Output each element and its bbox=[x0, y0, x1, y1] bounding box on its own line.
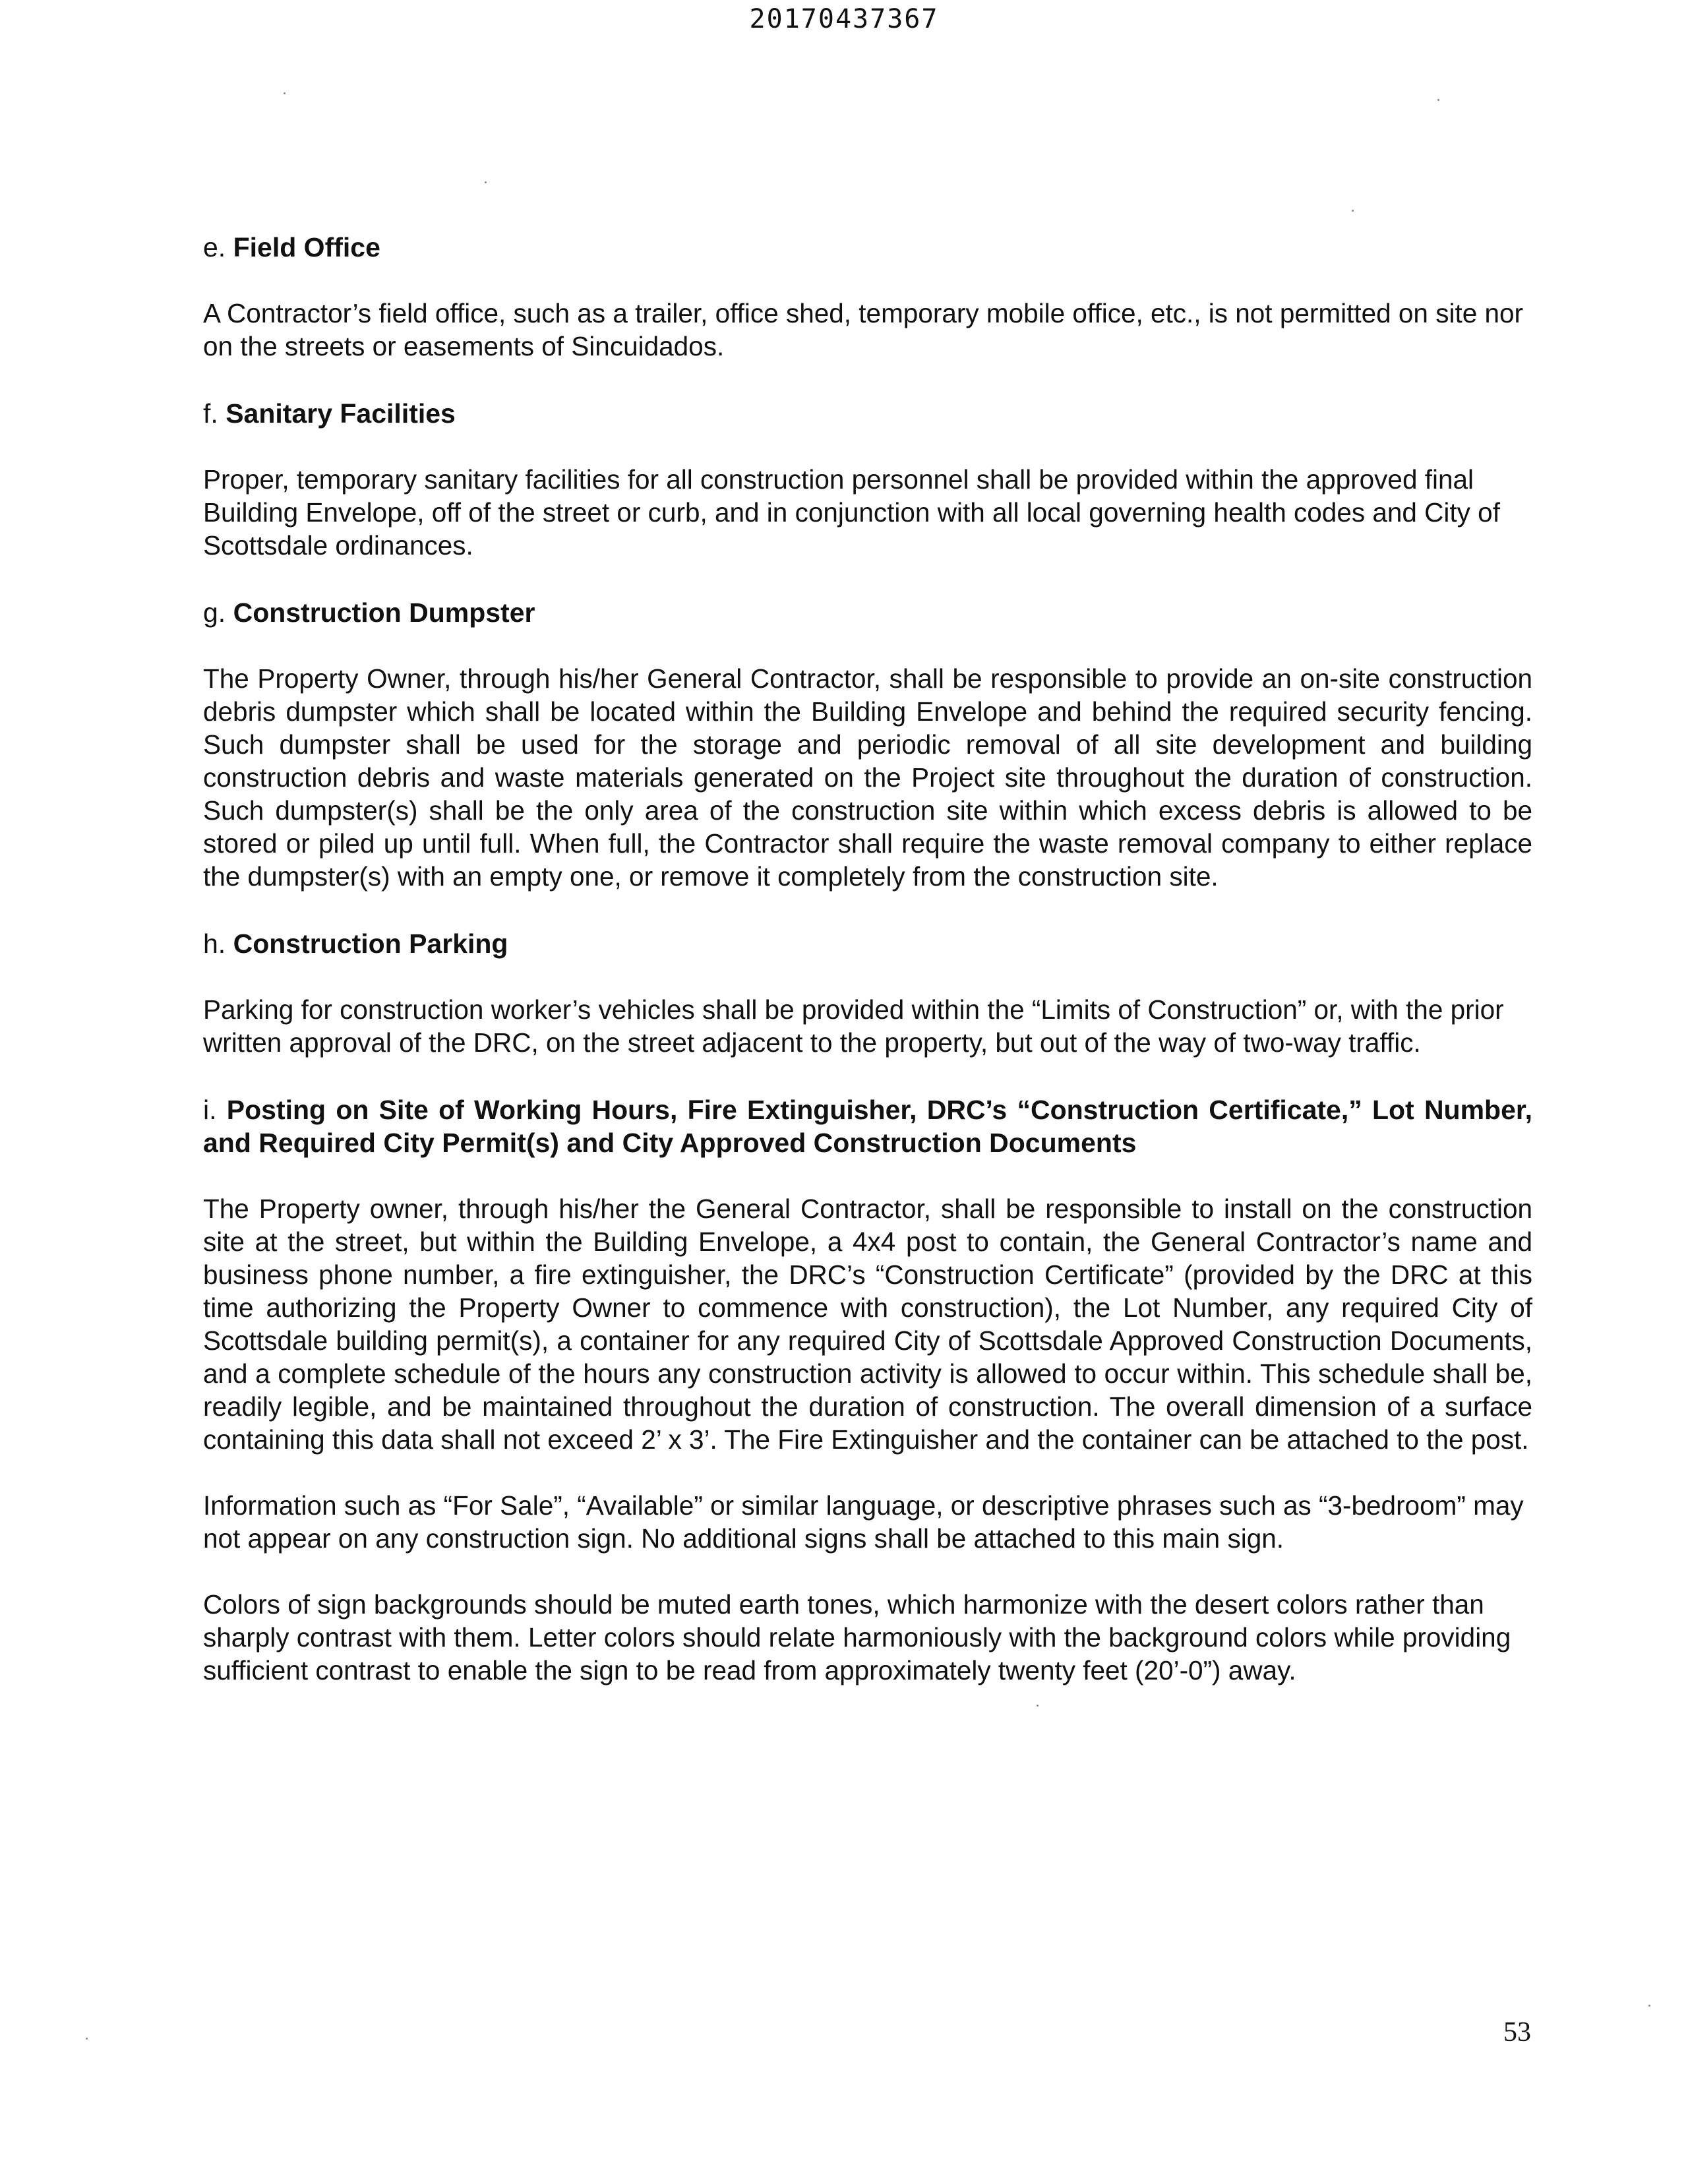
section-letter: f. bbox=[203, 398, 218, 429]
section-paragraph: The Property owner, through his/her the General Contractor, shall be responsible to install on the construction site at the street, but within the Building Envelope, a 4x4 post to contain, the General Contractor’s name and business phone number, a fire extinguisher, the DRC’s “Construction Certificate” (provided by the DRC at this time authorizing the Property Owner to commence with construction), the Lot Number, any required City of Scottsdale building permit(s), a container for any required City of Scottsdale Approved Construction Documents, and a complete schedule of the hours any construction activity is allowed to occur within. This schedule shall be, readily legible, and be maintained throughout the duration of construction. The overall dimension of a surface containing this data shall not exceed 2’ x 3’. The Fire Extinguisher and the container can be attached to the post. bbox=[203, 1194, 1532, 1455]
section-paragraph: Information such as “For Sale”, “Available” or similar language, or descriptive phrases such as “3-bedroom” may not appear on any construction sign. No additional signs shall be attached to this main sign. bbox=[203, 1490, 1524, 1554]
section-letter: e. bbox=[203, 232, 226, 262]
section-letter: h. bbox=[203, 928, 226, 959]
section-heading bbox=[203, 927, 1532, 960]
section-construction-parking bbox=[203, 927, 1532, 1059]
scan-speck bbox=[86, 2038, 88, 2040]
section-heading bbox=[203, 231, 1532, 264]
section-letter: g. bbox=[203, 597, 226, 628]
section-heading bbox=[203, 596, 1532, 629]
section-title: Posting on Site of Working Hours, Fire Extinguisher, DRC’s “Construction Certificate,” Lot Number, and Required City Permit(s) and City Approved Construction Documents bbox=[203, 1095, 1532, 1158]
page-number: 53 bbox=[1503, 2017, 1531, 2048]
section-sanitary-facilities bbox=[203, 397, 1532, 562]
scan-speck bbox=[1648, 2005, 1650, 2007]
section-posting-on-site bbox=[203, 1093, 1532, 1687]
scan-speck bbox=[1352, 210, 1354, 212]
section-paragraph: Colors of sign backgrounds should be muted earth tones, which harmonize with the desert colors rather than sharply contrast with them. Letter colors should relate harmoniously with the background colors while providing sufficient contrast to enable the sign to be read from approximately twenty feet (20’-0”) away. bbox=[203, 1589, 1511, 1685]
section-title: Field Office bbox=[233, 232, 380, 262]
section-letter: i. bbox=[203, 1095, 217, 1125]
section-field-office bbox=[203, 231, 1532, 363]
section-title: Construction Parking bbox=[233, 928, 508, 959]
section-title: Sanitary Facilities bbox=[226, 398, 456, 429]
document-number: 20170437367 bbox=[749, 4, 939, 34]
scan-speck bbox=[1437, 99, 1439, 101]
section-paragraph: Parking for construction worker’s vehicles shall be provided within the “Limits of Construction” or, with the prior written approval of the DRC, on the street adjacent to the property, but out of the way of two-way traffic. bbox=[203, 994, 1504, 1058]
scan-speck bbox=[284, 92, 286, 94]
section-construction-dumpster bbox=[203, 596, 1532, 893]
document-body bbox=[203, 231, 1532, 1721]
section-paragraph: A Contractor’s field office, such as a trailer, office shed, temporary mobile office, etc., is not permitted on site nor on the streets or easements of Sincuidados. bbox=[203, 298, 1524, 361]
section-paragraph: Proper, temporary sanitary facilities for all construction personnel shall be provided within the approved final Building Envelope, off of the street or curb, and in conjunction with all local governing health codes and City of Scottsdale ordinances. bbox=[203, 464, 1500, 561]
section-title: Construction Dumpster bbox=[233, 597, 535, 628]
scan-speck bbox=[485, 181, 487, 183]
section-heading bbox=[203, 1093, 1532, 1159]
section-paragraph: The Property Owner, through his/her General Contractor, shall be responsible to provide an on-site construction debris dumpster which shall be located within the Building Envelope and behind the required security fencing. Such dumpster shall be used for the storage and periodic removal of all site development and building construction debris and waste materials generated on the Project site throughout the duration of construction. Such dumpster(s) shall be the only area of the construction site within which excess debris is allowed to be stored or piled up until full. When full, the Contractor shall require the waste removal company to either replace the dumpster(s) with an empty one, or remove it completely from the construction site. bbox=[203, 663, 1532, 892]
section-heading bbox=[203, 397, 1532, 430]
